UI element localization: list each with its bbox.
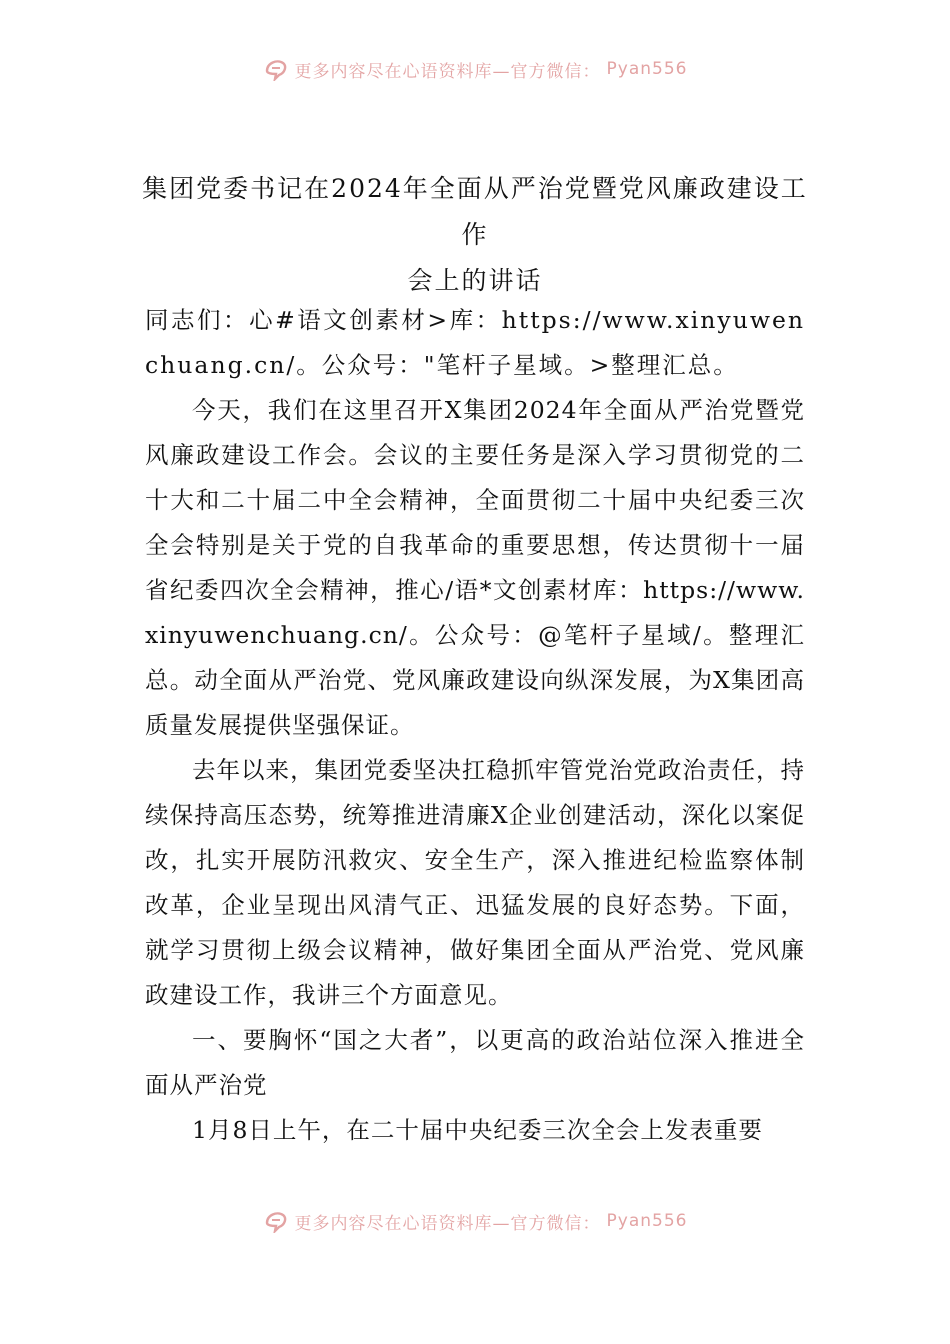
watermark-logo-icon	[263, 57, 289, 81]
watermark-handle: Pyan556	[606, 1211, 688, 1231]
document-body	[145, 298, 805, 1153]
paragraph-section-1: 1月8日上午，在二十届中央纪委三次全会上发表重要	[192, 1116, 763, 1144]
paragraph-intro: 今天，我们在这里召开X集团2024年全面从严治党暨党风廉政建设工作会。会议的主要任务是深入学习贯彻党的二十大和二十届二中全会精神，全面贯彻二十届中央纪委三次全会特别是关于党的自我革命的重要思想，传达贯彻十一届省纪委四次全会精神，推心/语*文创素材库：https://www.xinyuwenchuang.cn/。公众号：@笔杆子星域/。整理汇总。动全面从严治党、党风廉政建设向纵深发展，为X集团高质量发展提供坚强保证。	[145, 396, 805, 739]
watermark-text: 更多内容尽在心语资料库—官方微信：	[294, 61, 601, 82]
paragraph-salutation: 同志们：心#语文创素材>库：https://www.xinyuwenchuang.cn/。公众号："笔杆子星域。>整理汇总。	[145, 306, 805, 379]
watermark-text: 更多内容尽在心语资料库—官方微信：	[294, 1213, 601, 1234]
watermark-footer	[0, 1208, 950, 1234]
watermark-logo-icon	[263, 1209, 289, 1233]
watermark-header	[0, 56, 950, 82]
title-line-2: 会上的讲话	[407, 266, 543, 295]
document-title	[130, 166, 820, 304]
section-heading-1: 一、要胸怀“国之大者”，以更高的政治站位深入推进全面从严治党	[145, 1026, 805, 1099]
watermark-handle: Pyan556	[606, 59, 688, 79]
paragraph-review: 去年以来，集团党委坚决扛稳抓牢管党治党政治责任，持续保持高压态势，统筹推进清廉X企业创建活动，深化以案促改，扎实开展防汛救灾、安全生产，深入推进纪检监察体制改革，企业呈现出风清气正、迅猛发展的良好态势。下面，就学习贯彻上级会议精神，做好集团全面从严治党、党风廉政建设工作，我讲三个方面意见。	[145, 756, 805, 1009]
title-line-1: 集团党委书记在2024年全面从严治党暨党风廉政建设工作	[142, 174, 808, 249]
